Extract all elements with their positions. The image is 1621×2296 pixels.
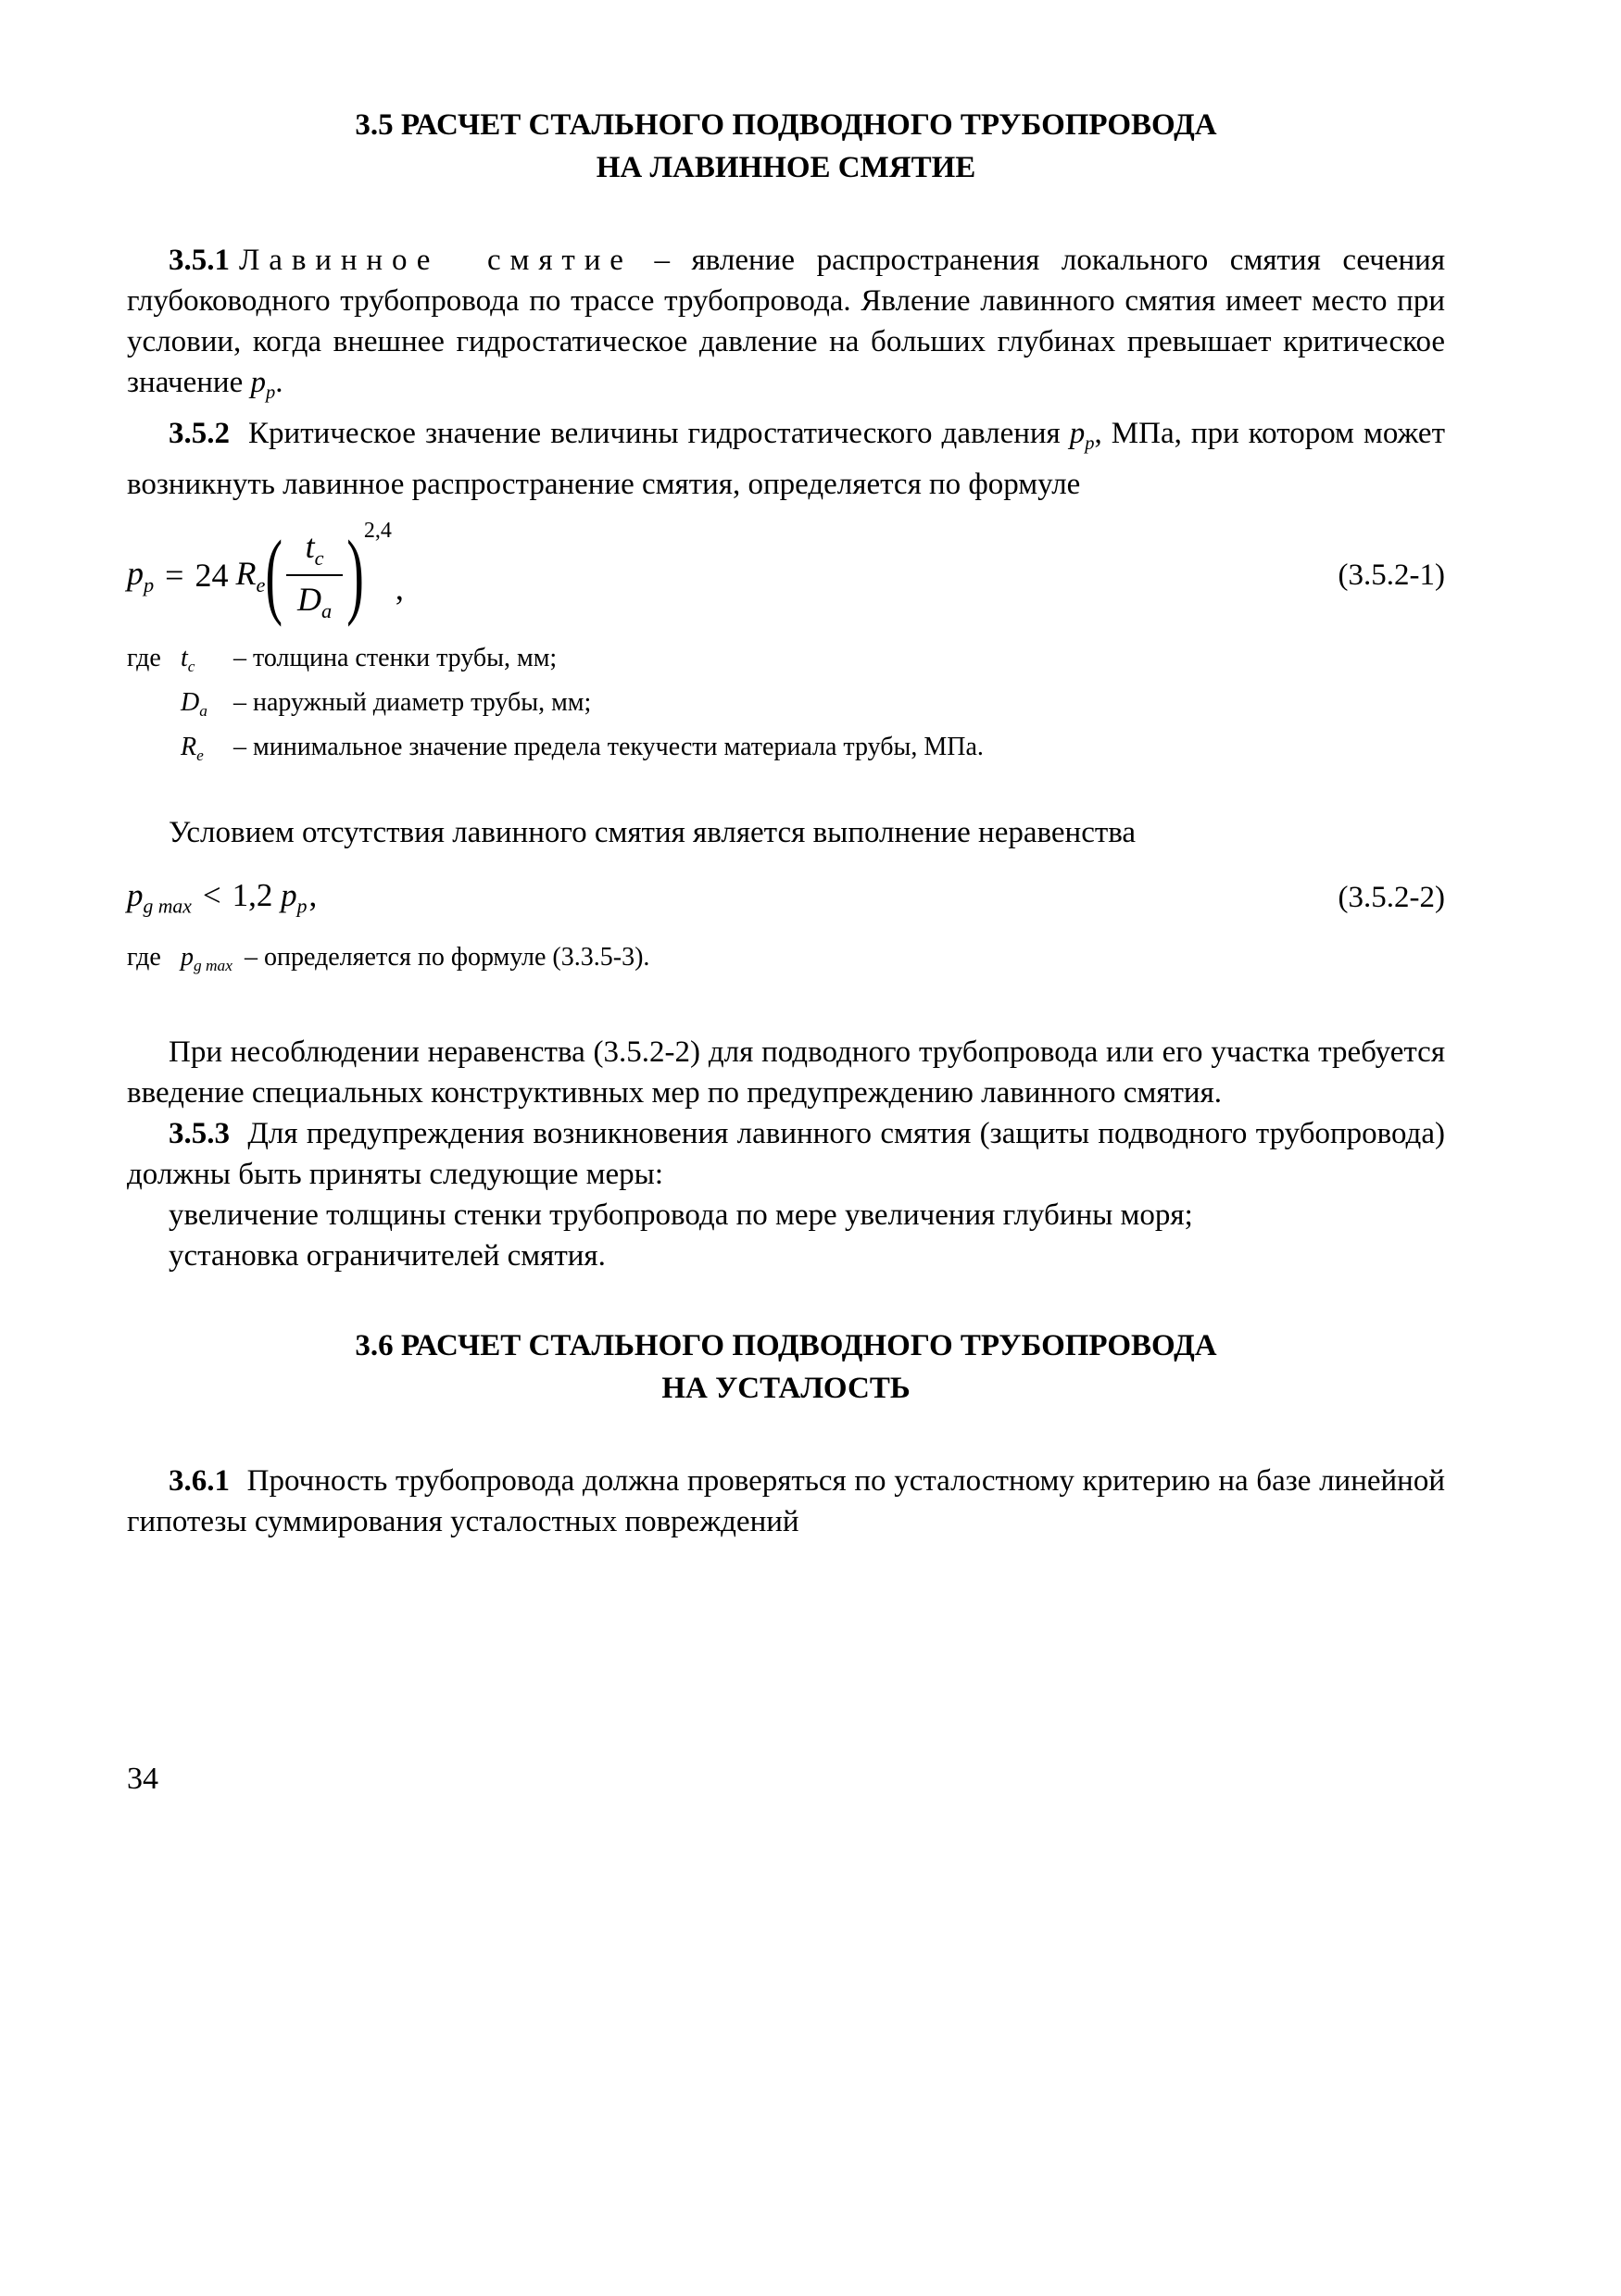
symbol-D: D	[297, 581, 322, 619]
equals-sign: =	[165, 557, 184, 595]
where-desc-Re: – минимальное значение предела текучести материала трубы, МПа.	[233, 733, 984, 762]
where-line-Da	[127, 684, 1445, 729]
symbol-R-subscript: e	[196, 747, 204, 765]
where-line-pgmax	[127, 939, 1445, 984]
symbol-t: t	[181, 643, 188, 672]
symbol-D-subscript: a	[321, 598, 333, 622]
symbol-t-subscript: c	[187, 657, 195, 675]
paragraph-violation: При несоблюдении неравенства (3.5.2-2) для подводного трубопровода или его участка требуется введение специальных конструктивных мер по предупреждению лавинного смятия.	[127, 1035, 1445, 1110]
paragraph-3-5-1	[127, 240, 1445, 413]
where-desc-tc: – толщина стенки трубы, мм;	[233, 643, 558, 672]
section-3-5-title-line1: 3.5 РАСЧЕТ СТАЛЬНОГО ПОДВОДНОГО ТРУБОПРОВОДА	[355, 108, 1217, 142]
section-3-5-title-line2: НА ЛАВИННОЕ СМЯТИЕ	[596, 151, 976, 184]
paragraph-3-5-3-text: Для предупреждения возникновения лавинного смятия (защиты подводного трубопровода) должны быть приняты следующие меры:	[127, 1116, 1445, 1191]
section-3-6-title-line1: 3.6 РАСЧЕТ СТАЛЬНОГО ПОДВОДНОГО ТРУБОПРОВОДА	[355, 1328, 1217, 1362]
symbol-p-gmax-subscript: g max	[143, 895, 192, 918]
measure-item-2: установка ограничителей смятия.	[169, 1238, 606, 1273]
paragraph-3-5-2-text1: Критическое значение величины гидростатического давления	[239, 417, 1070, 451]
paragraph-3-5-2	[127, 413, 1445, 505]
section-3-6-title	[127, 1324, 1445, 1410]
symbol-Re	[181, 729, 221, 773]
equation-3-5-2-1	[127, 519, 404, 629]
fraction-denominator	[286, 574, 343, 623]
measure-item-1: увеличение толщины стенки трубопровода по мере увеличения глубины моря;	[169, 1198, 1193, 1232]
paragraph-3-5-2-number: 3.5.2	[169, 417, 230, 451]
symbol-t-subscript: c	[314, 546, 324, 571]
section-3-5-title	[127, 104, 1445, 189]
coefficient-24: 24	[195, 557, 229, 595]
symbol-t: t	[305, 528, 315, 566]
paragraph-condition: Условием отсутствия лавинного смятия является выполнение неравенства	[169, 816, 1137, 850]
eq1-lhs	[127, 554, 154, 597]
where-list-2	[127, 939, 1445, 984]
close-paren: )	[346, 521, 364, 629]
paragraph-3-5-1-number: 3.5.1	[169, 244, 230, 277]
paragraph-3-5-3-number: 3.5.3	[169, 1116, 230, 1150]
equation-row-3-5-2-1	[127, 519, 1445, 629]
where-list-1	[127, 640, 1445, 773]
equation-number-3-5-2-1: (3.5.2-1)	[1338, 558, 1445, 592]
where-label: где	[127, 942, 161, 972]
fraction-numerator	[295, 527, 335, 574]
paragraph-3-6-1-number: 3.6.1	[169, 1463, 230, 1498]
symbol-p: p	[250, 366, 266, 399]
symbol-R-subscript: e	[256, 572, 266, 596]
symbol-p-subscript: p	[1085, 433, 1095, 455]
exponent: 2,4	[363, 519, 392, 544]
symbol-p: p	[127, 554, 144, 592]
paragraph-3-6-1-text: Прочность трубопровода должна проверяться по усталостному критерию на базе линейной гипотезы суммирования усталостных повреждений	[127, 1463, 1445, 1538]
paragraph-3-5-2-text2: , МПа, при котором может возникнуть лавинное распространение смятия, определяется по формуле	[127, 417, 1445, 502]
paragraph-3-5-1-text: – явление распространения локального смятия сечения глубоководного трубопровода по трассе трубопровода. Явление лавинного смятия имеет место при условии, когда внешнее гидростатическое давление на больших глубинах превышает критическое значение	[127, 244, 1445, 399]
term-lavinnoe-smyatie: Лавинное смятие	[239, 244, 633, 277]
symbol-Da	[181, 684, 221, 729]
paragraph-3-5-3	[127, 1113, 1445, 1195]
equation-3-5-2-2	[127, 877, 317, 919]
open-paren: (	[265, 521, 283, 629]
symbol-D-subscript: a	[199, 702, 207, 721]
symbol-p: p	[281, 877, 297, 914]
symbol-pgmax	[181, 939, 232, 984]
symbol-tc	[181, 640, 221, 684]
symbol-p: p	[1069, 417, 1086, 451]
symbol-p: p	[127, 877, 144, 914]
paragraph-3-5-1-end: .	[275, 366, 283, 399]
symbol-p-gmax-subscript: g max	[194, 956, 232, 974]
section-3-6-title-line2: НА УСТАЛОСТЬ	[661, 1371, 911, 1405]
symbol-R: R	[235, 554, 257, 592]
symbol-p-subscript: p	[296, 895, 308, 918]
page-content	[127, 104, 1445, 1542]
paragraph-3-6-1	[127, 1461, 1445, 1542]
where-label: где	[127, 643, 161, 672]
symbol-R: R	[181, 733, 197, 762]
trailing-comma: ,	[395, 570, 404, 608]
trailing-comma: ,	[308, 877, 318, 914]
where-line-Re	[127, 729, 1445, 773]
equation-row-3-5-2-2	[127, 877, 1445, 919]
less-than-sign: <	[202, 877, 221, 914]
symbol-p-subscript: p	[265, 383, 276, 404]
page-number: 34	[127, 1762, 158, 1796]
where-desc-Da: – наружный диаметр трубы, мм;	[233, 687, 592, 717]
symbol-p: p	[181, 942, 194, 972]
where-line-tc	[127, 640, 1445, 684]
coefficient-1-2: 1,2	[232, 877, 273, 914]
fraction-tc-over-Da	[286, 527, 343, 623]
eq1-factor	[235, 554, 265, 597]
where-desc-pgmax: – определяется по формуле (3.3.5-3).	[244, 942, 650, 972]
symbol-p-subscript: p	[144, 572, 155, 596]
close-paren-with-exponent	[346, 519, 392, 629]
symbol-D: D	[181, 687, 200, 717]
equation-number-3-5-2-2: (3.5.2-2)	[1338, 880, 1445, 914]
